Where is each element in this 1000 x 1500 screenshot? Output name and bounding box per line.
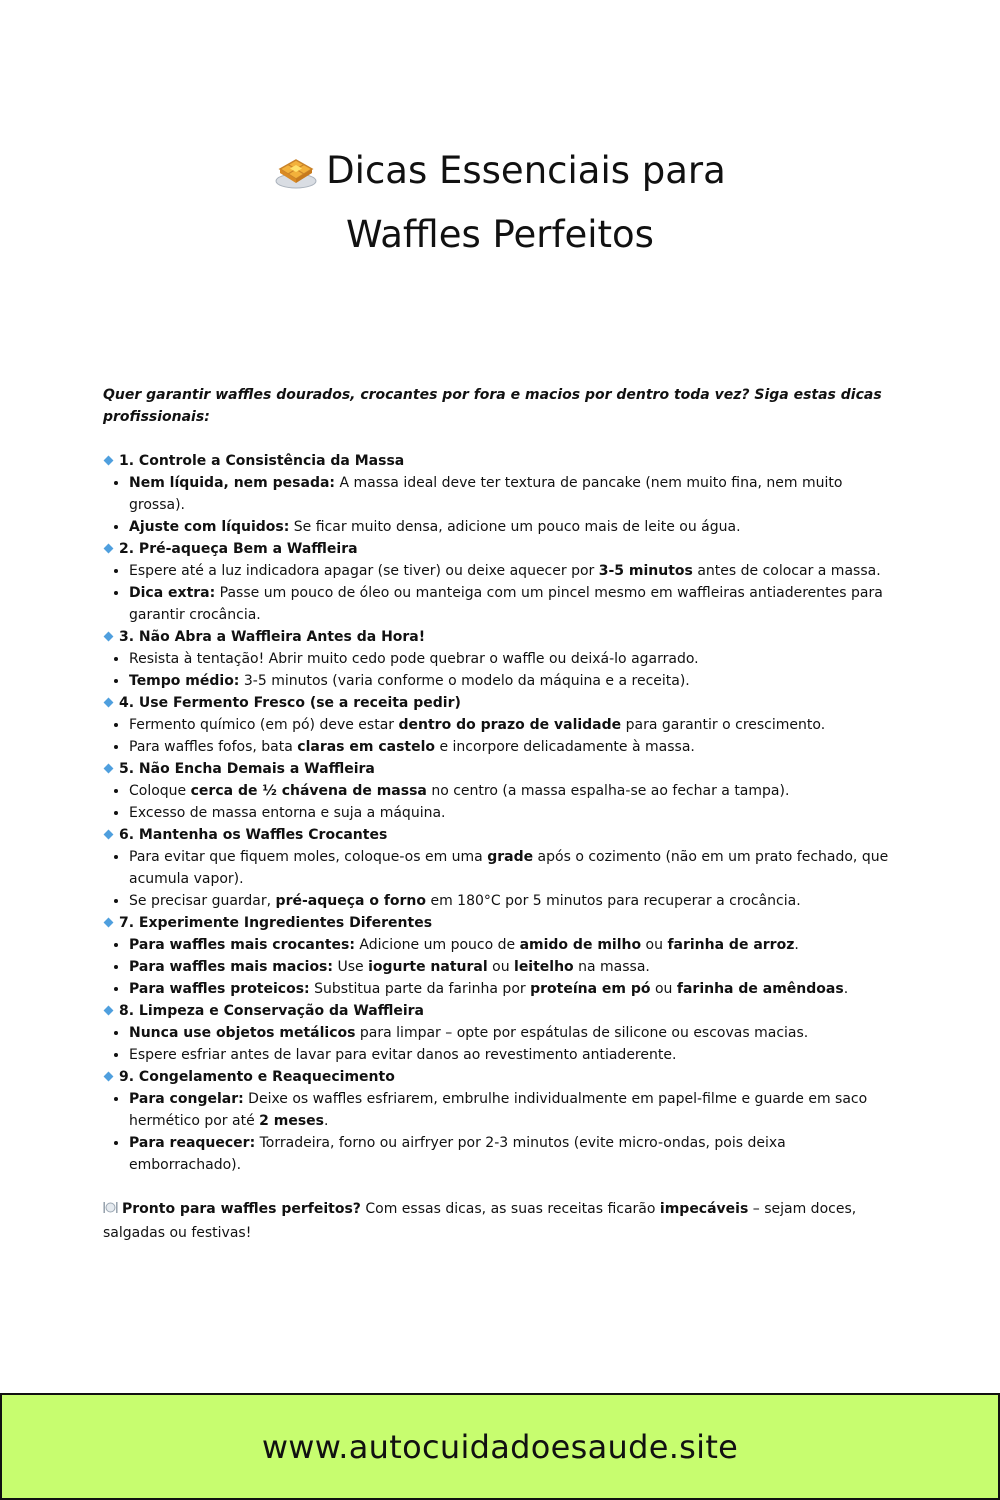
article-body <box>103 384 893 1258</box>
tip-section-title <box>103 1066 893 1088</box>
tip-1-1-run-0: Nem líquida, nem pesada: <box>129 475 336 491</box>
tip-8-1-run-0: Nunca use objetos metálicos <box>129 1025 356 1041</box>
tip-7-2-run-1: Use <box>333 959 369 975</box>
tip-9-1-run-2: 2 meses <box>259 1113 324 1129</box>
list-item <box>129 472 893 516</box>
waffle-icon <box>274 149 318 206</box>
tip-section-4 <box>103 692 893 758</box>
tip-section-title-text: 9. Congelamento e Reaquecimento <box>119 1069 395 1085</box>
tip-7-1-run-2: amido de milho <box>519 937 642 953</box>
tip-7-3-run-4: farinha de amêndoas <box>676 981 844 997</box>
list-item <box>129 714 893 736</box>
tip-7-2-run-4: leitelho <box>514 959 574 975</box>
blue-diamond-icon <box>104 1006 114 1016</box>
tip-2-2-run-1: Passe um pouco de óleo ou manteiga com um pincel mesmo em waffleiras antiaderentes para garantir crocância. <box>129 585 883 623</box>
tip-2-2-run-0: Dica extra: <box>129 585 216 601</box>
tip-section-title <box>103 626 893 648</box>
tip-section-title <box>103 450 893 472</box>
tip-section-8 <box>103 1000 893 1066</box>
list-item <box>129 736 893 758</box>
tip-7-3-run-3: ou <box>650 981 677 997</box>
blue-diamond-icon <box>104 698 114 708</box>
list-item <box>129 890 893 912</box>
tip-section-7 <box>103 912 893 1000</box>
tip-9-2-run-1: Torradeira, forno ou airfryer por 2-3 minutos (evite micro-ondas, pois deixa emborrachado). <box>129 1135 786 1173</box>
blue-diamond-icon <box>104 632 114 642</box>
blue-diamond-icon <box>104 456 114 466</box>
list-item <box>129 956 893 978</box>
tip-section-title-text: 6. Mantenha os Waffles Crocantes <box>119 827 388 843</box>
page-title <box>0 142 1000 263</box>
tip-section-1 <box>103 450 893 538</box>
tip-4-2-run-1: claras em castelo <box>297 739 436 755</box>
tip-section-title <box>103 538 893 560</box>
tip-9-1-run-3: . <box>324 1113 329 1129</box>
tip-7-1-run-0: Para waffles mais crocantes: <box>129 937 355 953</box>
tip-6-2-run-0: Se precisar guardar, <box>129 893 276 909</box>
tip-2-1-run-2: antes de colocar a massa. <box>692 563 881 579</box>
tip-5-1-run-0: Coloque <box>129 783 191 799</box>
tip-section-title <box>103 824 893 846</box>
tip-4-2-run-2: e incorpore delicadamente à massa. <box>435 739 695 755</box>
tip-6-2-run-2: em 180°C por 5 minutos para recuperar a crocância. <box>426 893 801 909</box>
tip-bullet-list <box>103 1022 893 1066</box>
footer-banner <box>0 1393 1000 1500</box>
tip-7-1-run-4: farinha de arroz <box>667 937 795 953</box>
tip-4-1-run-2: para garantir o crescimento. <box>621 717 826 733</box>
tip-2-1-run-0: Espere até a luz indicadora apagar (se tiver) ou deixe aquecer por <box>129 563 599 579</box>
tip-7-1-run-5: . <box>794 937 799 953</box>
tip-4-2-run-0: Para waffles fofos, bata <box>129 739 298 755</box>
tips-list <box>103 450 893 1176</box>
tip-7-3-run-2: proteína em pó <box>530 981 651 997</box>
tip-section-title <box>103 1000 893 1022</box>
tip-4-1-run-1: dentro do prazo de validade <box>398 717 622 733</box>
list-item <box>129 648 893 670</box>
tip-7-1-run-1: Adicione um pouco de <box>354 937 520 953</box>
tip-section-title-text: 8. Limpeza e Conservação da Waffleira <box>119 1003 425 1019</box>
list-item <box>129 1044 893 1066</box>
list-item <box>129 802 893 824</box>
tip-section-title <box>103 758 893 780</box>
tip-section-title-text: 7. Experimente Ingredientes Diferentes <box>119 915 433 931</box>
tip-9-2-run-0: Para reaquecer: <box>129 1135 256 1151</box>
tip-1-2-run-0: Ajuste com líquidos: <box>129 519 290 535</box>
blue-diamond-icon <box>104 1072 114 1082</box>
closing-run-1: Com essas dicas, as suas receitas ficarão <box>360 1201 660 1217</box>
tip-bullet-list <box>103 780 893 824</box>
title-line-2: Waffles Perfeitos <box>346 213 654 256</box>
tip-5-1-run-2: no centro (a massa espalha-se ao fechar a tampa). <box>426 783 790 799</box>
list-item <box>129 1022 893 1044</box>
closing-paragraph <box>103 1198 893 1244</box>
tip-section-title-text: 3. Não Abra a Waffleira Antes da Hora! <box>119 629 426 645</box>
tip-6-1-run-1: grade <box>487 849 534 865</box>
tip-7-1-run-3: ou <box>641 937 668 953</box>
tip-7-3-run-1: Substitua parte da farinha por <box>309 981 531 997</box>
blue-diamond-icon <box>104 764 114 774</box>
tip-6-1-run-0: Para evitar que fiquem moles, coloque-os em uma <box>129 849 488 865</box>
list-item <box>129 516 893 538</box>
tip-section-title-text: 2. Pré-aqueça Bem a Waffleira <box>119 541 358 557</box>
list-item <box>129 670 893 692</box>
closing-run-2: impecáveis <box>659 1201 749 1217</box>
blue-diamond-icon <box>104 544 114 554</box>
tip-section-5 <box>103 758 893 824</box>
blue-diamond-icon <box>104 830 114 840</box>
list-item <box>129 846 893 890</box>
tip-bullet-list <box>103 648 893 692</box>
intro-text: Quer garantir waffles dourados, crocantes por fora e macios por dentro toda vez? Siga estas dicas profissionais: <box>103 387 882 425</box>
list-item <box>129 780 893 802</box>
tip-section-6 <box>103 824 893 912</box>
list-item <box>129 560 893 582</box>
tip-bullet-list <box>103 560 893 626</box>
tip-2-1-run-1: 3-5 minutos <box>598 563 693 579</box>
tip-section-2 <box>103 538 893 626</box>
tip-7-2-run-2: iogurte natural <box>368 959 488 975</box>
list-item <box>129 978 893 1000</box>
tip-section-title-text: 4. Use Fermento Fresco (se a receita pedir) <box>119 695 461 711</box>
tip-8-1-run-1: para limpar – opte por espátulas de silicone ou escovas macias. <box>355 1025 809 1041</box>
closing-run-3: – sejam doces, salgadas ou festivas! <box>103 1201 857 1241</box>
tip-8-2-run-0: Espere esfriar antes de lavar para evitar danos ao revestimento antiaderente. <box>129 1047 677 1063</box>
tip-bullet-list <box>103 846 893 912</box>
tip-7-3-run-0: Para waffles proteicos: <box>129 981 310 997</box>
tip-5-1-run-1: cerca de ½ chávena de massa <box>190 783 427 799</box>
tip-7-2-run-0: Para waffles mais macios: <box>129 959 333 975</box>
closing-run-0: Pronto para waffles perfeitos? <box>122 1201 361 1217</box>
tip-1-1-run-1: A massa ideal deve ter textura de pancake (nem muito fina, nem muito grossa). <box>129 475 843 513</box>
tip-7-2-run-5: na massa. <box>573 959 650 975</box>
tip-section-title-text: 1. Controle a Consistência da Massa <box>119 453 405 469</box>
closing-text <box>103 1201 856 1241</box>
tip-section-title-text: 5. Não Encha Demais a Waffleira <box>119 761 375 777</box>
list-item <box>129 934 893 956</box>
tip-section-title <box>103 912 893 934</box>
tip-section-3 <box>103 626 893 692</box>
website-url[interactable]: www.autocuidadoesaude.site <box>261 1427 739 1466</box>
tip-7-3-run-5: . <box>843 981 849 997</box>
tip-bullet-list <box>103 934 893 1000</box>
tip-section-9 <box>103 1066 893 1176</box>
tip-6-2-run-1: pré-aqueça o forno <box>275 893 427 909</box>
blue-diamond-icon <box>104 918 114 928</box>
tip-5-2-run-0: Excesso de massa entorna e suja a máquina. <box>129 805 446 821</box>
fork-knife-plate-icon <box>103 1200 118 1222</box>
tip-bullet-list <box>103 472 893 538</box>
tip-7-2-run-3: ou <box>487 959 515 975</box>
tip-3-1-run-0: Resista à tentação! Abrir muito cedo pode quebrar o waffle ou deixá-lo agarrado. <box>129 651 699 667</box>
tip-1-2-run-1: Se ficar muito densa, adicione um pouco mais de leite ou água. <box>289 519 741 535</box>
tip-bullet-list <box>103 714 893 758</box>
title-line-1: Dicas Essenciais para <box>326 149 726 192</box>
tip-section-title <box>103 692 893 714</box>
tip-3-2-run-1: 3-5 minutos (varia conforme o modelo da máquina e a receita). <box>239 673 690 689</box>
tip-9-1-run-1: Deixe os waffles esfriarem, embrulhe individualmente em papel-filme e guarde em saco hermético por até <box>129 1091 868 1129</box>
list-item <box>129 1132 893 1176</box>
tip-6-1-run-2: após o cozimento (não em um prato fechado, que acumula vapor). <box>129 849 889 887</box>
tip-3-2-run-0: Tempo médio: <box>129 673 240 689</box>
list-item <box>129 582 893 626</box>
tip-4-1-run-0: Fermento químico (em pó) deve estar <box>129 717 399 733</box>
tip-bullet-list <box>103 1088 893 1176</box>
tip-9-1-run-0: Para congelar: <box>129 1091 244 1107</box>
list-item <box>129 1088 893 1132</box>
